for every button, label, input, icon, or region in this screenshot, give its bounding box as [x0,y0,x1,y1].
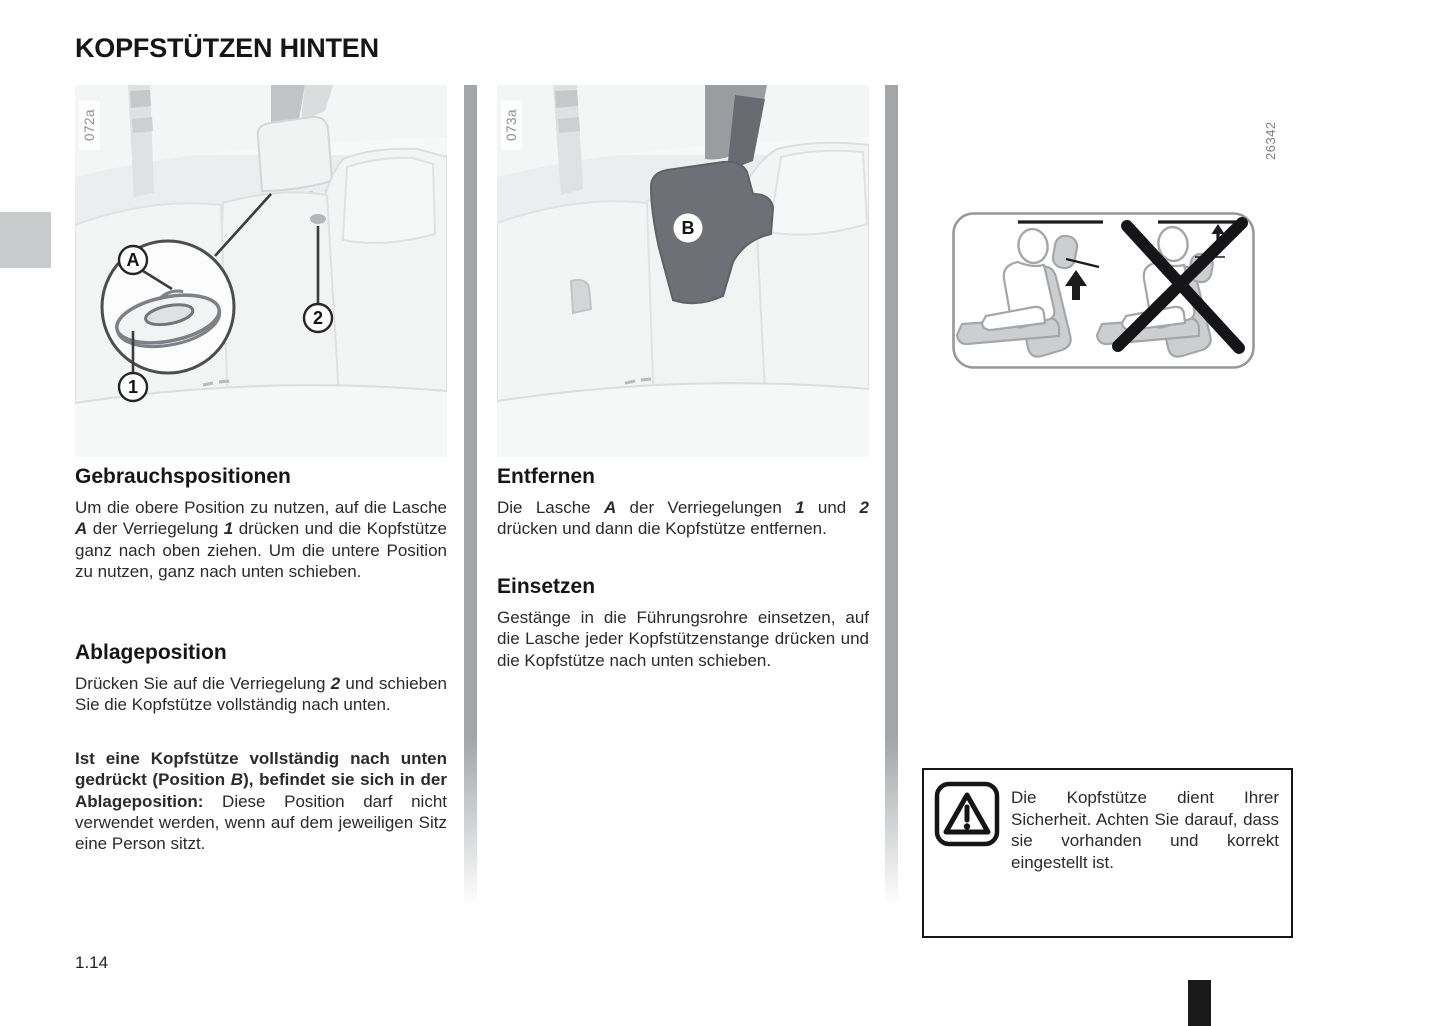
callout-2 [304,304,332,332]
column-divider-2 [885,85,898,923]
text-segment-emphasis: 1 [223,519,234,539]
text-segment: der Verriegelung [87,519,224,539]
warning-text: Die Kopfstütze dient Ihrer Sicherheit. Achten Sie darauf, dass sie vorhanden und korrekt eingestellt ist. [1011,788,1279,872]
text-segment: Die Lasche [497,498,604,517]
text-segment: und schieben Sie die Kopfstütze vollständig nach unten. [75,674,452,715]
paragraph-ablage-2 [75,748,452,854]
document-code-label: 26342 [1263,121,1278,160]
text-segment: der Verriegelungen [616,498,796,517]
heading-gebrauchspositionen: Gebrauchspositionen [75,465,291,488]
page-number: 1.14 [75,953,109,972]
paragraph-entfernen [497,497,874,540]
text-segment-bold: Ist eine Kopfstütze vollständig nach unten gedrückt (Position [75,749,452,790]
svg-text:B: B [681,218,695,238]
photo-rear-seats-lowered-headrest [497,85,869,457]
svg-text:2: 2 [312,308,324,328]
callout-1 [119,373,147,401]
svg-text:1: 1 [127,377,139,397]
diagram-headrest-adjustment [952,212,1255,369]
photo2-code-label: 073a [501,101,522,150]
text-segment: Drücken Sie auf die Verriegelung [75,674,331,693]
text-segment-emphasis: A [603,498,617,517]
heading-einsetzen: Einsetzen [497,575,596,598]
column-divider [464,85,477,923]
headrest-rod-button [310,214,326,224]
text-segment: Gestänge in die Führungsrohre einsetzen, auf die Lasche jeder Kopfstützenstange drücken und die Kopfstütze nach unten schieben. [497,608,874,670]
page-corner-tab [1188,980,1211,1026]
text-segment: und [804,498,860,517]
callout-a [119,246,147,274]
text-segment-emphasis: 2 [330,674,341,693]
heading-entfernen: Entfernen [497,465,596,488]
text-segment: drücken und dann die Kopfstütze entfernen. [497,498,874,539]
page-title: KOPFSTÜTZEN HINTEN [75,33,379,63]
paragraph-gebrauch [75,497,452,582]
text-segment-emphasis: B [230,770,244,790]
paragraph-ablage-1 [75,673,452,716]
photo1-code-label: 072a [79,101,100,150]
text-segment: Diese Position darf nicht verwendet werden, wenn auf dem jeweiligen Sitz eine Person sitzt. [75,791,452,854]
text-segment-emphasis: 2 [859,498,870,517]
text-segment-emphasis: 1 [795,498,805,517]
paragraph-einsetzen [497,607,874,671]
photo-rear-seats-latch-detail [75,85,447,457]
text-segment: drücken und die Kopfstütze ganz nach oben ziehen. Um die untere Position zu nutzen, ganz nach unten schieben. [75,519,452,581]
chapter-edge-tab [0,212,51,268]
text-segment: Um die obere Position zu nutzen, auf die Lasche [75,498,452,517]
heading-ablageposition: Ablageposition [75,641,227,664]
svg-text:A: A [126,250,140,270]
warning-box [922,768,1293,938]
warning-triangle-icon [934,780,1000,848]
callout-b [674,214,703,243]
text-segment-bold: ), befindet sie sich in der Ablageposition: [75,770,452,811]
text-segment-emphasis: A [75,519,88,539]
